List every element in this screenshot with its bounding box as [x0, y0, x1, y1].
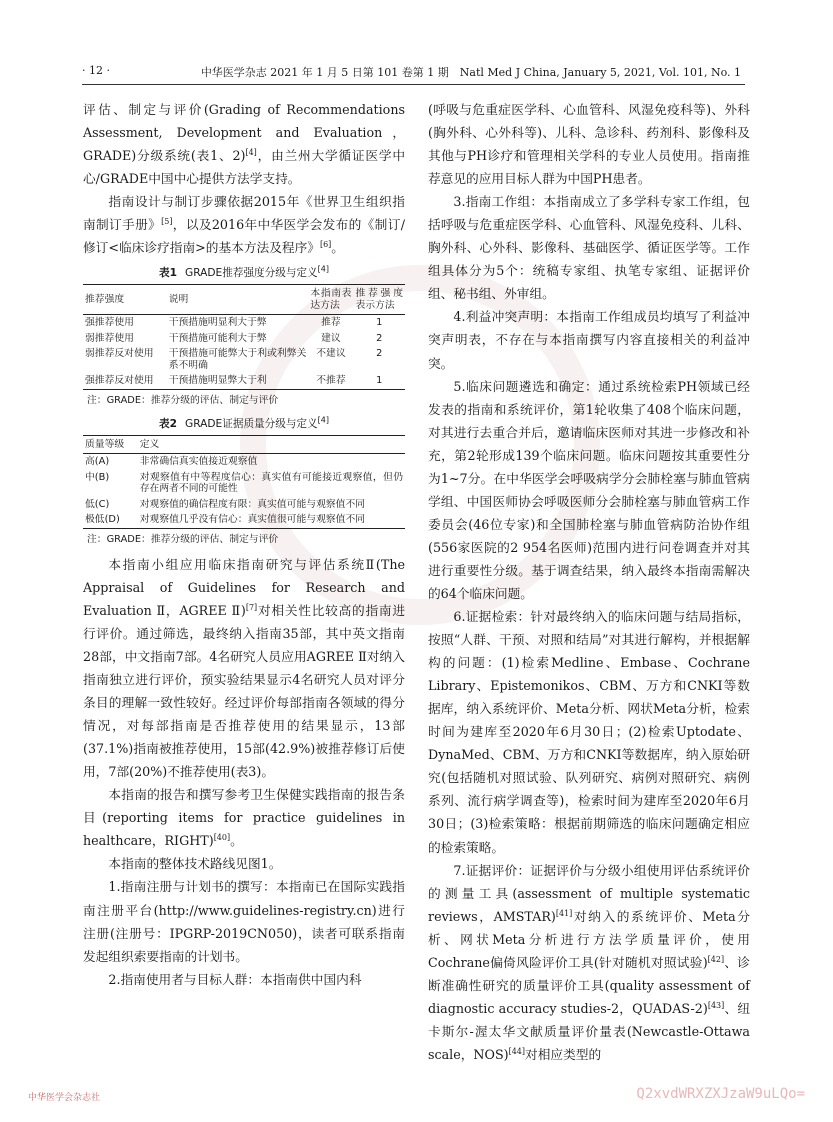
table1	[83, 284, 405, 390]
table-cell: 2	[376, 348, 383, 360]
table-row	[83, 373, 405, 389]
table-cell: 对观察值有中等程度信心：真实值有可能接近观察值，但仍存在两者不同的可能性	[139, 471, 403, 495]
header-rule	[82, 84, 745, 85]
left-column	[83, 98, 405, 991]
table-header: 本指南表达方法	[310, 288, 352, 311]
paragraph: 3.指南工作组：本指南成立了多学科专家工作组，包括呼吸与危重症医学科、心血管科、风湿免疫科、儿科、胸外科、心外科、影像科、基础医学、循证医学等。工作组具体分为5个：统稿专家组、执笔专家组、证据评价组、秘书组、外审组。	[428, 194, 750, 302]
table-cell: 非常确信真实值接近观察值	[139, 456, 258, 468]
table-cell: 极低(D)	[85, 514, 120, 526]
table-cell: 干预措施可能弊大于利或利弊关系不明确	[168, 348, 307, 371]
paragraph: 本指南的整体技术路线见图1。	[108, 856, 282, 872]
table-cell: 不推荐	[316, 375, 346, 387]
table-cell: 弱推荐使用	[85, 332, 134, 344]
paragraph: 1.指南注册与计划书的撰写：本指南已在国际实践指南注册平台(http://www.guidelines-registry.cn)进行注册(注册号：IPGRP-2019CN050)，读者可联系指南发起组织索要指南的计划书。	[83, 879, 405, 964]
table-row	[83, 470, 405, 497]
table-header: 定义	[139, 438, 160, 450]
table-cell: 推荐	[321, 317, 341, 329]
paragraph: 本指南的报告和撰写参考卫生保健实践指南的报告条目(reporting items for practice guidelines in healthcare，RIGHT)[40]。	[83, 787, 405, 849]
table-cell: 2	[376, 332, 383, 344]
paragraph: 5.临床问题遴选和确定：通过系统检索PH领域已经发表的指南和系统评价，第1轮收集了408个临床问题，对其进行去重合并后，邀请临床医师对其进一步修改和补充，第2轮形成139个临床问题。临床问题按其重要性分为1~7分。在中华医学会呼吸病学分会肺栓塞与肺血管病学组、中国医师协会呼吸医师分会肺栓塞与肺血管病工作委员会(46位专家)和全国肺栓塞与肺血管病防治协作组(556家医院的2 954名医师)范围内进行问卷调查并对其进行重要性分级。基于调查结果，纳入最终本指南需解决的64个临床问题。	[428, 378, 750, 601]
table-cell: 干预措施可能利大于弊	[168, 332, 267, 344]
table-row	[83, 454, 405, 470]
table2	[83, 435, 405, 529]
page-number: · 12 ·	[82, 64, 110, 77]
paragraph: 2.指南使用者与目标人群：本指南供中国内科	[108, 971, 362, 987]
table-cell: 对观察值几乎没有信心：真实值很可能与观察值不同	[139, 514, 366, 526]
table-cell: 弱推荐反对使用	[85, 348, 154, 360]
table-row	[83, 497, 405, 513]
table-cell: 低(C)	[85, 498, 110, 510]
paragraph: 指南设计与制订步骤依据2015年《世界卫生组织指南制订手册》[5]，以及2016年中华医学会发布的《制订/修订<临床诊疗指南>的基本方法及程序》[6]。	[83, 194, 406, 256]
right-column	[428, 98, 750, 1066]
paragraph: 评估、制定与评价(Grading of Recommendations Assessment, Development and Evaluation，GRADE)分级系统(表1、2)[4]，由兰州大学循证医学中心/GRADE中国中心提供方法学支持。	[83, 102, 406, 187]
table-cell: 1	[376, 375, 383, 387]
table-row	[83, 331, 405, 347]
table-cell: 干预措施明显利大于弊	[168, 317, 267, 329]
table-row	[83, 346, 405, 373]
table-row	[83, 315, 405, 331]
table-header: 推荐强度	[85, 294, 125, 306]
table-cell: 强推荐反对使用	[85, 375, 154, 387]
paragraph: 7.证据评价：证据评价与分级小组使用评估系统评价的测量工具(assessment of multiple systematic reviews，AMSTAR)[41]对纳入的系统评价、Meta分析、网状Meta分析进行方法学质量评价，使用Cochrane偏倚风险评价工具(针对随机对照试验)[42]、诊断准确性研究的质量评价工具(quality assessment of diagnostic accuracy studies-2，QUADAS-2)[43]、纽卡斯尔-渥太华文献质量评价量表(Newcastle-Ottawa scale，NOS)[44]对相应类型的	[428, 862, 751, 1062]
table-cell: 对观察值的确信程度有限：真实值可能与观察值不同	[139, 498, 366, 510]
table2-note: 注：GRADE：推荐分级的评估、制定与评价	[87, 533, 279, 545]
table1-caption: 表1 GRADE推荐强度分级与定义[4]	[159, 264, 329, 280]
table-header: 说明	[168, 294, 189, 306]
publisher-logo: 中华医学会杂志社	[28, 1093, 101, 1103]
table-cell: 高(A)	[85, 456, 110, 468]
footer-code: Q2xvdWRXZXJzaW9uLQo=	[636, 1086, 805, 1102]
table-cell: 强推荐使用	[85, 317, 134, 329]
running-header: 中华医学杂志 2021 年 1 月 5 日第 101 卷第 1 期 Natl Med J China, January 5, 2021, Vol. 101, No. 1	[200, 66, 741, 79]
table-cell: 1	[376, 317, 383, 329]
paragraph: (呼吸与危重症医学科、心血管科、风湿免疫科等)、外科(胸外科、心外科等)、儿科、急诊科、药剂科、影像科及其他与PH诊疗和管理相关学科的专业人员使用。指南推荐意见的应用目标人群为中国PH患者。	[428, 102, 750, 187]
table1-note: 注：GRADE：推荐分级的评估、制定与评价	[87, 394, 279, 406]
table-cell: 不建议	[316, 348, 346, 360]
paragraph: 4.利益冲突声明：本指南工作组成员均填写了利益冲突声明表，不存在与本指南撰写内容直接相关的利益冲突。	[428, 309, 750, 371]
paragraph: 本指南小组应用临床指南研究与评估系统Ⅱ(The Appraisal of Guidelines for Research and Evaluation Ⅱ，AGREE Ⅱ)[7]对相关性比较高的指南进行评价。通过筛选，最终纳入指南35部，其中英文指南28部，中文指南7部。4名研究人员应用AGREE Ⅱ对纳入指南独立进行评价，预实验结果显示4名研究人员对评分条目的理解一致性较好。经过评价每部指南各领域的得分情况，对每部指南是否推荐使用的结果显示，13部(37.1%)指南被推荐使用，15部(42.9%)被推荐修订后使用，7部(20%)不推荐使用(表3)。	[83, 556, 406, 780]
table-header: 质量等级	[85, 438, 125, 450]
paragraph: 6.证据检索：针对最终纳入的临床问题与结局指标，按照“人群、干预、对照和结局”对其进行解构，并根据解构的问题：(1)检索Medline、Embase、Cochrane Library、Epistemonikos、CBM、万方和CNKI等数据库，纳入系统评价、Meta分析、网状Meta分析，检索时间为建库至2020年6月30日；(2)检索Uptodate、DynaMed、CBM、万方和CNKI等数据库，纳入原始研究(包括随机对照试验、队列研究、病例对照研究、病例系列、流行病学调查等)，检索时间为建库至2020年6月30日；(3)检索策略：根据前期筛选的临床问题确定相应的检索策略。	[428, 609, 750, 855]
table-row	[83, 512, 405, 528]
table-header: 推荐强度表示方法	[355, 288, 403, 311]
table-cell: 中(B)	[85, 471, 110, 483]
table-cell: 干预措施明显弊大于利	[168, 375, 267, 387]
table2-caption: 表2 GRADE证据质量分级与定义[4]	[159, 415, 329, 430]
table-cell: 建议	[321, 332, 341, 344]
